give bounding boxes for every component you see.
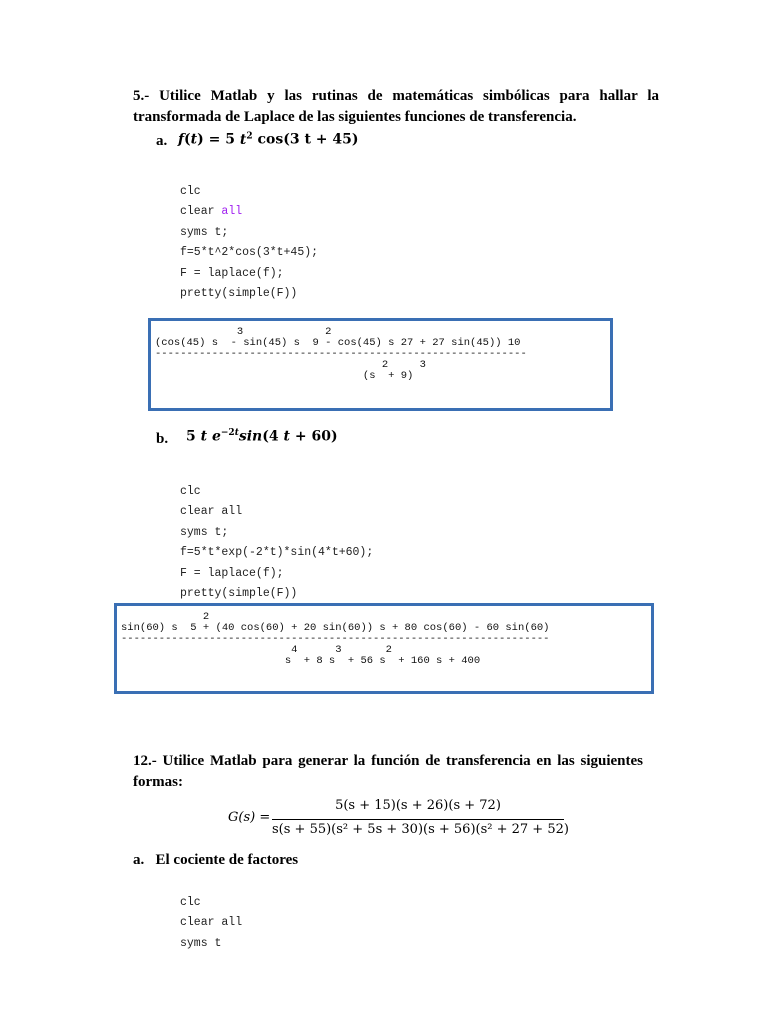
code-line: clc [180,184,201,198]
code-line: F = laplace(f); [180,266,284,280]
fraction-bar [272,819,564,820]
code-line: syms t; [180,525,229,539]
question-12-title: 12.- Utilice Matlab para generar la función de transferencia en las siguientes formas: [133,753,643,790]
code-line: clc [180,484,201,498]
transfer-function [272,798,569,842]
code-line: clear all [180,205,243,218]
transfer-function-lhs: G(s) = [228,810,271,825]
code-block-12a [180,872,242,975]
code-block-b [180,461,373,625]
output-text-b: 2 sin(60) s 5 + (40 cos(60) + 20 sin(60)) s + 80 cos(60) - 60 sin(60) -------------------------------------------------------------------- 4 3 2 s + 8 s + 56 s + 160 s + 400 [121,611,550,667]
output-text-a: 3 2 (cos(45) s - sin(45) s 9 - cos(45) s 27 + 27 sin(45)) 10 ----------------------------------------------------------- 2 3 (s + 9) [155,326,527,382]
code-block-a [180,161,318,325]
transfer-numerator: 5(s + 15)(s + 26)(s + 72) [335,798,501,813]
item-a-label: a. [156,133,168,149]
item-b-label: b. [156,431,169,447]
code-line: syms t [180,936,222,950]
code-line: F = laplace(f); [180,566,284,580]
code-keyword: all [221,205,243,218]
code-line: pretty(simple(F)) [180,287,298,300]
code-line: f=5*t*exp(-2*t)*sin(4*t+60); [180,546,374,559]
item-a-formula: f(t) = 5 $t^2$ cos(3 t + 45) [178,131,359,148]
item-b-formula: 5 t $e^{-2t}\sin(4$ t + 60) [186,428,338,445]
code-line: f=5*t^2*cos(3*t+45); [180,246,319,259]
output-box-b [114,603,654,694]
transfer-denominator: s(s + 55)(s² + 5s + 30)(s + 56)(s² + 27 + 52) [272,822,569,837]
code-line: clear all [180,916,243,929]
question-5-title: 5.- Utilice Matlab y las rutinas de matemáticas simbólicas para hallar la transformada de Laplace de las siguientes funciones de transferencia. [133,88,659,125]
item-12a-label: a. El cociente de factores [133,852,299,868]
code-line: pretty(simple(F)) [180,587,298,600]
code-line: clc [180,895,201,909]
code-line: syms t; [180,225,229,239]
output-box-a [148,318,613,411]
code-line: clear all [180,505,243,518]
